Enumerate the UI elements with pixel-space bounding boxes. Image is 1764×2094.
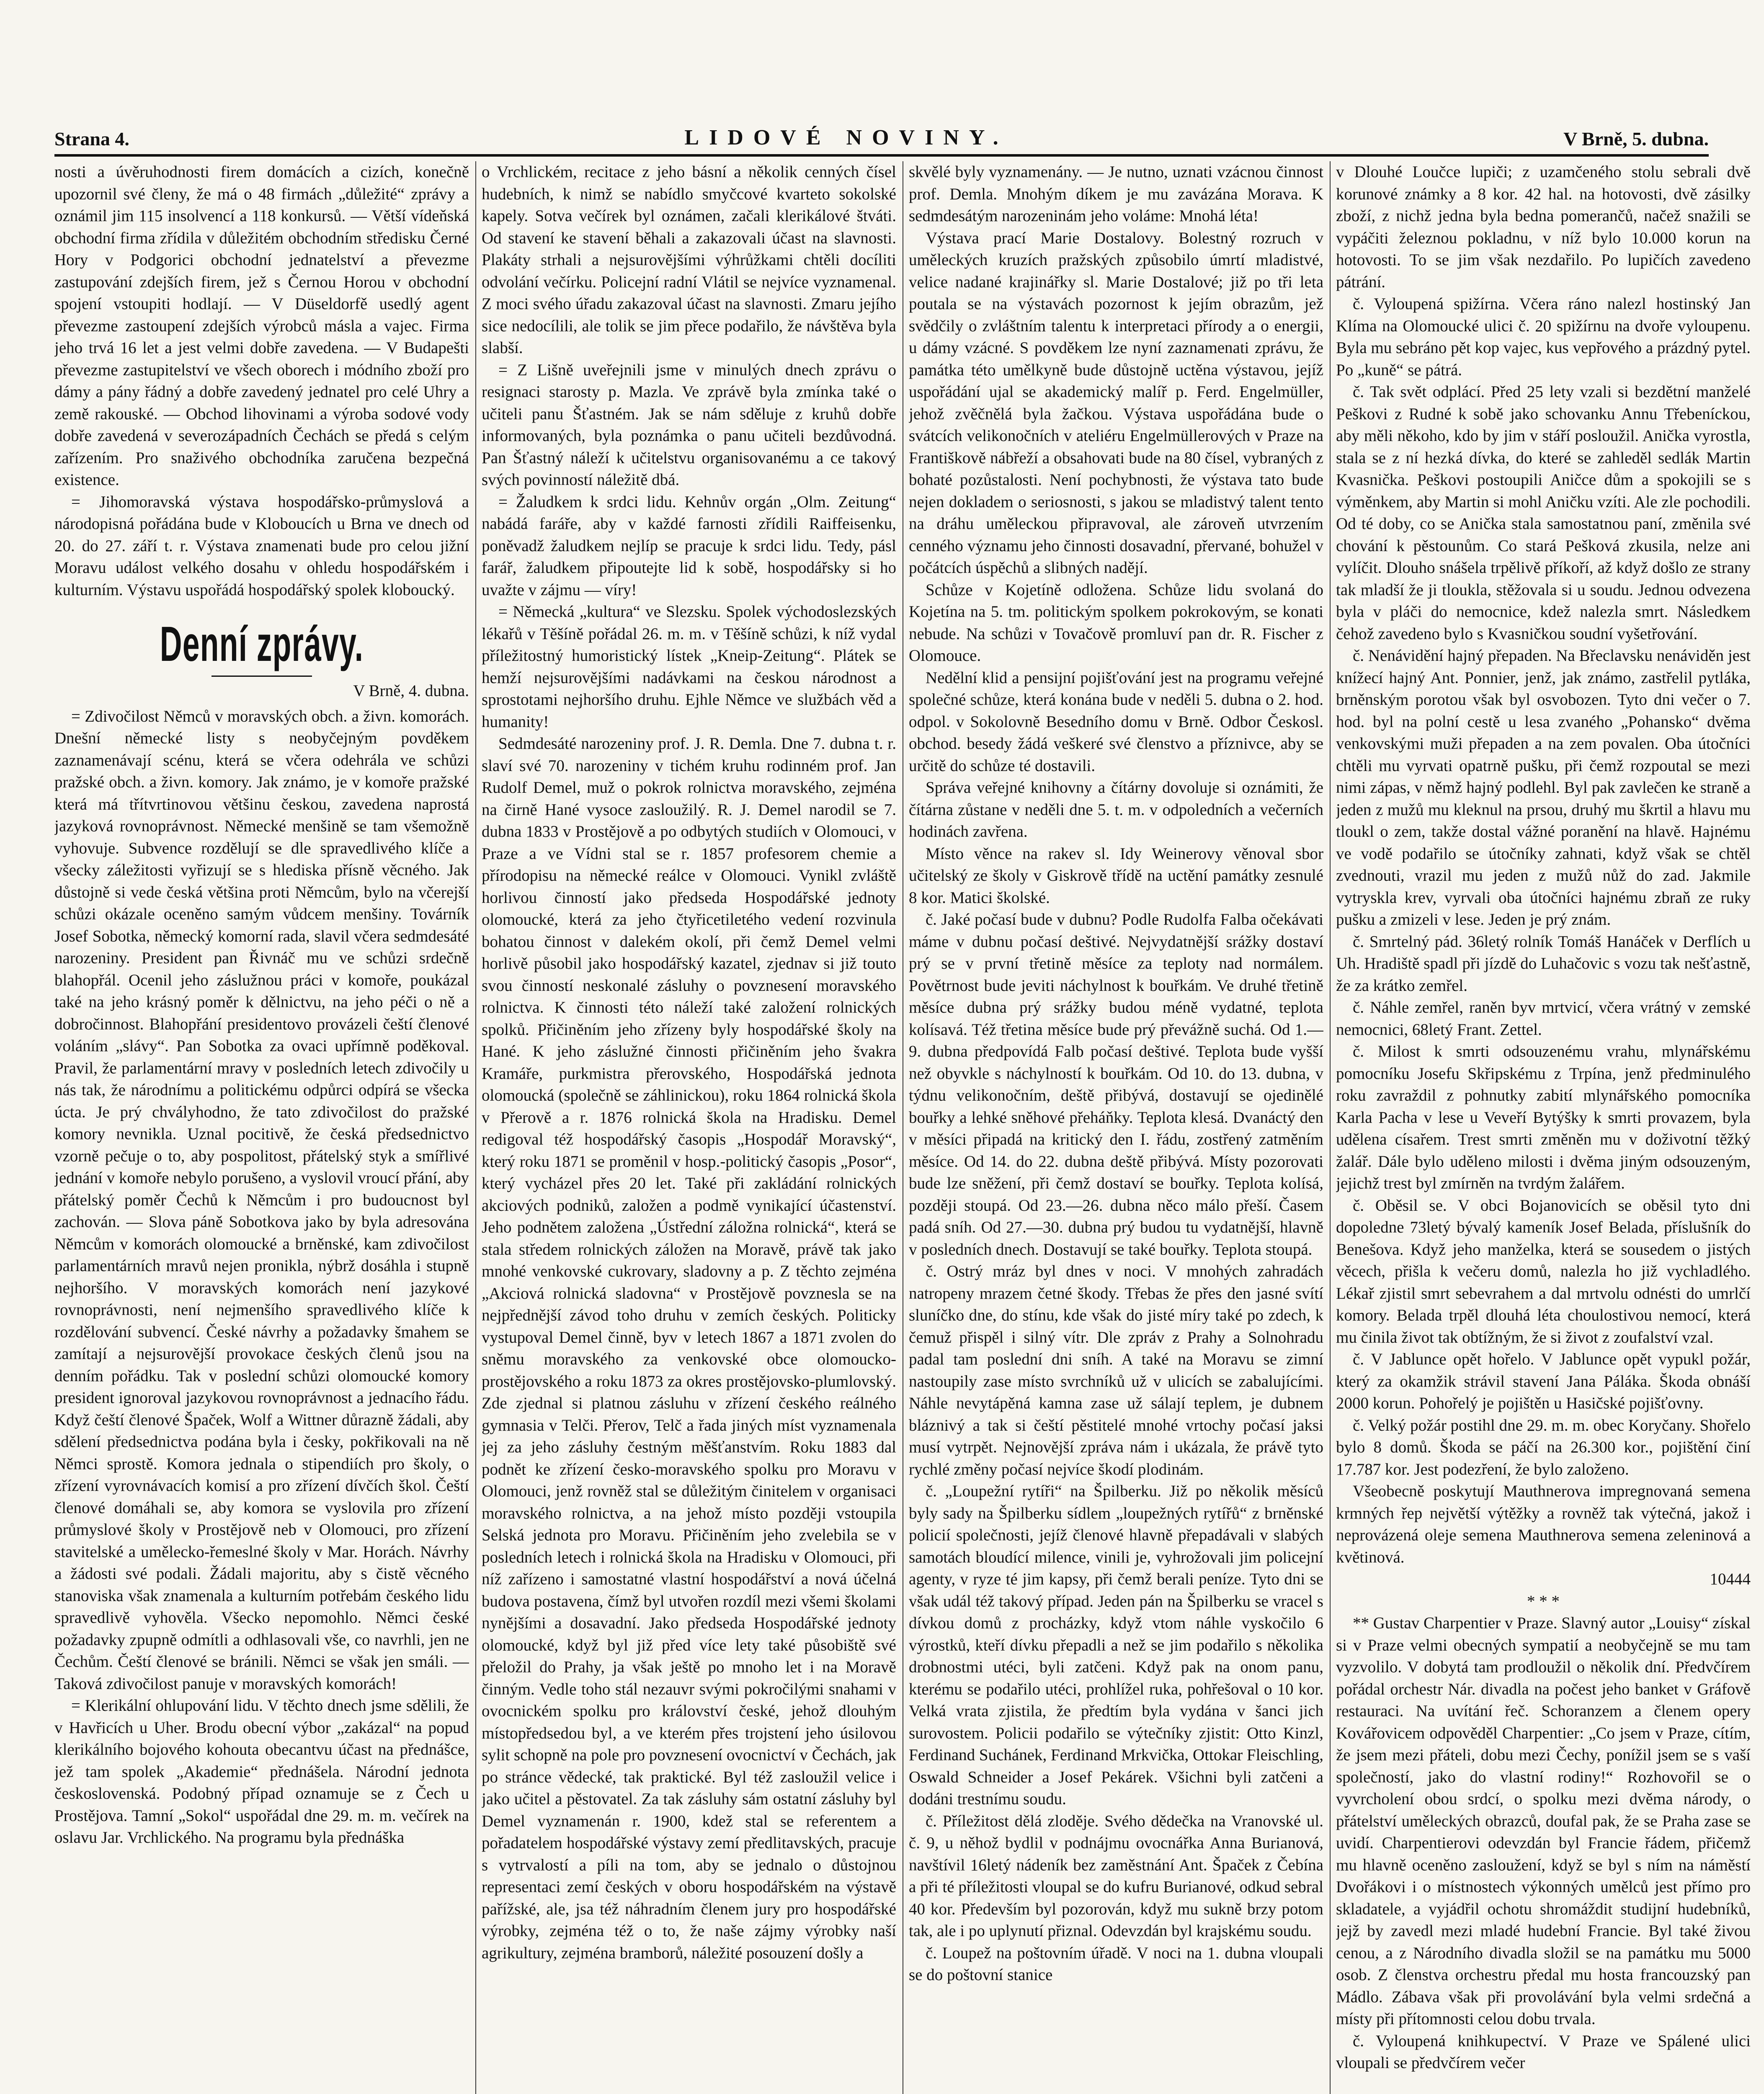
article-zaludkem-k-srdci: = Žaludkem k srdci lidu. Kehnův orgán „Olm. Zeitung“ nabádá faráře, aby v každé farnosti zřídili Raiffeisenku, poněvadž žaludkem nejlíp se pracuje k srdci lidu. Tedy, pásl farář, žaludkem připoutejte lid k sobě, hospodářsky si ho uvažte v zájmu — víry! — [482, 493, 896, 599]
article-prilezitost: č. Příležitost dělá zloděje. Svého dědečka na Vranovské ul. č. 9, u něhož bydlil v podnájmu ovocnářka Anna Burianová, navštívil 16letý nádeník bez zaměstnání Ant. Špaček z Čebína a při té příležitosti vloupal se do kufru Burianové, odkud sebral 40 kor. Především byl pozorován, když mu sukně brzy potom tak, ale i po uplynutí přiznal. Odevzdán byl krajskému soudu. — [909, 1812, 1323, 1940]
article-charpentier: ** Gustav Charpentier v Praze. Slavný autor „Louisy“ získal si v Praze velmi obecných sympatií a neobyčejně se mu tam vyzvolilo. V dobytá tam prodloužil o několik dní. Předvčírem pořádal orchestr Nár. divadla na počest jeho banket v Gráfově restauraci. Na uvítání řeč. Schoranzem a členem opery Kovářovicem odpověděl Charpentier: „Co jsem v Praze, cítím, že jsem mezi přáteli, dobu mezi Čechy, ponížil jsem se s vaší společností, jako do vlastní rodiny!“ Rozhovořil se o vyvrcholení obou srdcí, o spolku mezi dvěma národy, o přátelství uměleckých obrazců, doufal pak, že se Praha zase se uvidí. Charpentierovi odevzdán byl Francie řádem, přičemž mu hlavně oceněno zasloužení, když se byl s ním na náměstí Dvořákovi i o místnostech výkonných umělců jest přímo pro skladatele, a vyjádřil ochotu shromáždit studijní hudebníků, jejž by zavedl mezi mladé hudební Francie. Byl také živou cenou, a z Národního divadla složil se na památku mu 5000 osob. Z členstva orchestru předal mu hosta francouzský pan Mádlo. Zábava však při provolávání byla velmi srdečná a místy při přítomnosti celou dobu trvala. — [1336, 1614, 1751, 2028]
article-schuze-kojetin: Schůze v Kojetíně odložena. Schůze lidu svolaná do Kojetína na 5. tm. politickým spolkem pokrokovým, se konati nebude. Na schůzi v Tovačově promluví pan dr. R. Fischer z Olomouce. — [909, 580, 1323, 665]
article-velky-pozar: č. Velký požár postihl dne 29. m. m. obec Koryčany. Shořelo bylo 8 domů. Škoda se páčí na 26.300 kor., pojištění činí 17.787 kor. Jest podezření, že bylo založeno. — [1336, 1416, 1751, 1478]
article-tak-svet-odplaci: č. Tak svět odplácí. Před 25 lety vzali si bezdětní manželé Peškovi z Rudné k sobě jako schovanku Annu Třebeníckou, aby měli někoho, kdo by jim v stáří posloužil. Anička vyrostla, stala se z ní hezká dívka, do které se zahleděl sedlák Martin Kvasnička. Peškovi postoupili Aničce dům a spokojili se s výměnkem, aby Martin si mohl Aničku vzíti. Ale zle pochodili. Od té doby, co se Anička stala samostatnou paní, změnila své chování k pěstounům. Co stará Pešková zkusila, nelze ani vylíčit. Dlouho snášela trpělivě příkoří, až když došlo ze strany tak mladší že ji tloukla, stěžovala si u soudu. Jednou odvezena byla v pláči do nemocnice, kdež nalezla smrt. Následkem čehož zavedeno bylo s Kvasničkou soudní vyšetřování. — [1336, 383, 1751, 643]
column-1 — [54, 161, 469, 2094]
article-z-lisne: = Z Lišně uveřejnili jsme v minulých dnech zprávu o resignaci starosty p. Mazla. Ve zprávě byla zmínka také o učiteli panu Šťastném. Jak se nám sděluje z kruhů dobře informovaných, byla poznámka o panu učiteli bezdůvodná. Pan Šťastný náleží k učitelstvu organisovanému a ce takový svých povinností náležitě dbá. — [482, 361, 896, 489]
article-vyloupena-spizirna: č. Vyloupená spižírna. Včera ráno nalezl hostinský Jan Klíma na Olomoucké ulici č. 20 spižírnu na dvoře vyloupenu. Byla mu sebráno pět kop vajec, kus vepřového a prázdný pytel. Po „kuně“ se pátrá. — [1336, 295, 1751, 379]
article-smrtelny-pad: č. Smrtelný pád. 36letý rolník Tomáš Hanáček v Derflích u Uh. Hradiště spadl při jízdě do Luhačovic s vozu tak nešťastně, že za krátko zemřel. — [1336, 932, 1751, 995]
article-knihkupectvi: č. Vyloupená knihkupectví. V Praze ve Spálené ulici vloupali se předvčírem večer — [1336, 2032, 1751, 2072]
column-2 — [482, 161, 896, 2094]
article-text: skvělé byly vyznamenány. — Je nutno, uznati vzácnou činnost prof. Demla. Mnohým díkem je mu zavázána Morava. K sedmdesátým narozeninám jeho voláme: Mnohá léta! — [909, 163, 1323, 225]
article-text: nosti a úvěruhodnosti firem domácích a cizích, konečně upozornil své členy, že má o 48 firmách „důležité“ zprávy a oznámil jim 115 insolvencí a 118 konkursů. — Větší vídeňská obchodní firma zřídila v důležitém obchodním středisku Černé Hory v Podgorici obchodní jednatelství a převezme zastupování zdejších firem, jež s Černou Horou v obchodní spojení vstoupiti hodlají. — V Düseldorfě usedlý agent převezme zastoupení zdejších výrobců másla a vajec. Firma jeho trvá 16 let a jest velmi dobře zavedena. — V Budapešti převezme zastupitelství ve všech oborech i módního zboží pro dámy a pány řádný a dobře zavedený jednatel pro celé Uhry a země rakouské. — Obchod lihovinami a výroba sodové vody dobře zavedená v severozápadních Čechách se předá s celým zařízením. Pro snaživého obchodníka zaručena bezpečná existence. — [54, 163, 469, 489]
advert-mauthner: Všeobecně poskytují Mauthnerova impregnovaná semena krmných řep největší výtěžky a rovněž tak výtečná, jakož i neprovázená oleje semena Mauthnerova semena zeleninová a květinová. — [1336, 1482, 1751, 1566]
article-text: v Dlouhé Loučce lupiči; z uzamčeného stolu sebrali dvě korunové známky a 8 kor. 42 hal. na hotovosti, dvě zásilky zboží, z nichž jedna byla bedna pomerančů, načež snažili se vypáčiti železnou pokladnu, v níž bylo 10.000 korun na hotovosti. To se jim však nezdařilo. Po lupičích zavedeno pátrání. — [1336, 163, 1751, 291]
article-pocasi-duben: č. Jaké počasí bude v dubnu? Podle Rudolfa Falba očekávati máme v dubnu počasí deštivé. Nejvydatnější srážky dostaví prý se v první třetině měsíce za teploty nad normálem. Povětrnost bude jeviti náchylnost k bouřkám. Ve druhé třetině měsíce dubna prý srážky budou méně vydatné, teplota kolísavá. Též třetina měsíce bude prý převážně suchá. Od 1.—9. dubna předpovídá Falb počasí deštivé. Teplota bude vyšší než obyvkle s náchylností k bouřkám. Od 10. do 13. dubna, v týdnu velikonočním, deště přibývá, dostavují se ojedinělé bouřky a lehké sněhové přeháňky. Teplota klesá. Dvanáctý den v měsíci připadá na kritický den I. řádu, zostřený zatměním měsíce. Od 14. do 22. dubna deště přibývá. Místy pozorovati bude lze sněžení, při čemž dostaví se bouřky. Teplota kolísá, později stoupá. Od 23.—26. dubna něco málo přeší. Časem padá sníh. Od 27.—30. dubna prý budou tu vydatnější, hlavně v posledních dnech. Dostavují se také bouřky. Teplota stoupá. — [909, 910, 1323, 1258]
article-citarna: Správa veřejné knihovny a čítárny dovoluje si oznámiti, že čítárna zůstane v neděli dne 5. t. m. v odpoledních a večerních hodinách zavřena. — [909, 779, 1323, 841]
article-misto-vence: Místo věnce na rakev sl. Idy Weinerovy věnoval sbor učitelský ze školy v Giskrově třídě na uctění památky zesnulé 8 kor. Matici školské. — [909, 844, 1323, 907]
article-text: o Vrchlickém, recitace z jeho básní a několik cenných čísel hudebních, k nimž se nabídlo smyčcové kvarteto sokolské kapely. Sotva večírek byl oznámen, začali klerikálové štváti. Od stavení ke stavení běhali a zakazovali účast na slavnosti. Plakáty strhali a nejsurovějšími výhrůžkami chtěli docíliti odvolání večírku. Policejní radní Vlátil se nejvíce vyznamenal. Z moci svého úřadu zakazoval účast na slavnosti. Zmaru jejího sice nedocílili, ale tolik se jim přece podařilo, že návštěva byla slabší. — [482, 163, 896, 357]
divider-stars: * * * — [1527, 1592, 1560, 1610]
article-nemecka-kultura: = Německá „kultura“ ve Slezsku. Spolek východoslezských lékařů v Těšíně pořádal 26. m. m. v Těšíně schůzi, k níž vydal příležitostný humoristický lístek „Kneip-Zeitung“. Plátek se hemží nejsurovějšími nadávkami na českou národnost a sprostotami nejhoršího druhu. Ejhle Němce ve službách věd a humanity! — [482, 603, 896, 731]
article-ostry-mraz: č. Ostrý mráz byl dnes v noci. V mnohých zahradách natropeny mrazem četné škody. Třebas že přes den jasné svítí sluníčko dne, do stínu, kde však do jisté míry také po zdech, k čemuž přispěl i silný vítr. Dle zpráv z Prahy a Solnohradu padal tam poslední dni sníh. A také na Moravu se zimní nastoupily zase místo svrchníků už v ulicích se zabalujícími. Náhle nevytápěná kamna zase už sálají teplem, je dubnem bláznivý a tak si čeští pěstitelé mnohé vrtochy počasí jaksi musí vytrpět. Nejnovější zpráva nám i ukázala, že právě tyto rychlé změny počasí nejvíce škodí plodinám. — [909, 1262, 1323, 1478]
article-zdivocilost-nemcu: = Zdivočilost Němců v moravských obch. a živn. komorách. Dnešní německé listy s neobyčejným povděkem zaznamenávají scénu, která se včera odehrála ve schůzi pražské obch. a živn. komory. Jak známo, je v komoře pražské která má třítvrtinovou většinu českou, zavedena naprostá jazyková rovnoprávnost. Německé menšině se tam všemožně vyhovuje. Subvence rozdělují se dle spravedlivého klíče a všecky záležitosti vyřizují se s hlediska přísně věcného. Jak důstojně si vede česká většina proti Němcům, bylo na včerejší schůzi okázale oceněno samým vůdcem menšiny. Továrník Josef Sobotka, německý komorní rada, slavil včera sedmdesáté narozeniny. President pan Řivnáč mu ve schůzi srdečně blahopřál. Ocenil jeho záslužnou práci v komoře, poukázal také na jeho krásný poměr k dělnictvu, na jeho péči o ně a dobročinnost. Blahopřání presidentovo provázeli čeští členové voláním „slávy“. Pan Sobotka za ovaci upřímně poděkoval. Pravil, že parlamentární mravy v posledních letech zdivočily u nás tak, že národnímu a politickému odpůrci odpírá se všecka úcta. Je prý chvályhodno, že tato zdivočilost do pražské komory nevnikla. Uznal pocitivě, že česká předsednictvo vzorně pečuje o to, aby pospolitost, přátelský styk a smířlivé jednání v komoře nebylo porušeno, a vyslovil vroucí přání, aby přátelský poměr Čechů k Němcům i pro budoucnost byl zachován. — Slova páně Sobotkova jako by byla adresována Němcům v komorách olomoucké a brněnské, kam zdivočilost parlamentárních mravů nejen pronikla, nýbrž dosáhla i stupně nejhoršího. V moravských komorách není jazykové rovnoprávnosti, není nejmenšího spravedlivého klíče k rozdělování subvencí. České návrhy a požadavky šmahem se zamítají a nejsurovější provokace českých členů jsou na denním pořádku. Tak v poslední schůzi olomoucké komory president ignoroval jazykovou rovnoprávnost a jednacího řádu. Když čeští členové Špaček, Wolf a Wittner důrazně žádali, aby sdělení předsednictva podána byla i česky, pokřikovali na ně Němci sprostě. Komora jednala o stipendiích pro školy, o zřízení vyrovnávacích komisí a pro zřízení dívčích škol. Čeští členové domáhali se, aby komora se vyslovila pro zřízení průmyslové školy v Prostějově neb v Olomouci, pro zřízení stavitelské a umělecko-řemeslné školy v Mar. Horách. Návrhy a žádosti své podali. Žádali majoritu, aby s čistě věcného stanoviska však znamenala a kulturním potřebám českého lidu spravedlivě vyhověla. Všecko nepomohlo. Němci české požadavky zpupně odmítli a odhlasovali vše, co navrhli, jen ne Čechům. Čeští členové se bránili. Němci se však jen smáli. — Taková zdivočilost panuje v moravských komorách! — [54, 707, 469, 1693]
article-loupezni-ritiri: č. „Loupežní rytíři“ na Špilberku. Již po několik měsíců byly sady na Špilberku sídlem „loupežných rytířů“ z brněnské policií společnosti, jejíž členové hlavně přepadávali v slabých samotách bloudící milence, vinili je, vyhrožovali jim policejní agenty, v ryze té jim kapsy, při čemž berali peníze. Tyto dni se však udál též takový případ. Jeden pán na Špilberku se vracel s dívkou domů z procházky, když vtom náhle vyskočilo 6 výrostků, kteří dívku přepadli a než se jim podařilo s několika drobnostmi utéci, byli zatčeni. Když pak na onom panu, kterému se podařilo utéci, prohlížel ruka, pohřešoval o 10 kor. Velká vrata zjistila, že předtím byla vydána v šanci jich surovostem. Policii podařilo se výtečníky zjistit: Otto Kinzl, Ferdinand Suchánek, Ferdinand Mrkvička, Ottokar Fleischling, Oswald Schneider a Josef Pekárek. Všichni byli zatčeni a dodáni trestnímu soudu. — [909, 1482, 1323, 1808]
advert-number: 10444 — [1710, 1570, 1751, 1588]
article-jihomoravska-vystava: = Jihomoravská výstava hospodářsko-průmyslová a národopisná pořádána bude v Kloboucích u Brna ve dnech od 20. do 27. září t. r. Výstava znamenati bude pro celou jižní Moravu událost velkého dosahu v ohledu hospodářském i kulturním. Výstavu uspořádá hospodářský spolek kloboucký. — [54, 493, 469, 599]
column-4 — [1336, 161, 1751, 2094]
issue-date: V Brně, 5. dubna. — [1563, 128, 1709, 150]
article-vystava-dostalove: Výstava prací Marie Dostalovy. Bolestný rozruch v uměleckých kruzích pražských způsobilo úmrtí mladistvé, velice nadané krajinářky sl. Marie Dostalové; již po tři leta poutala se na výstavách pozornost k jejím obrazům, jež svědčily o zvláštním talentu k interpretaci přírody a o energii, u dámy vzácné. S povděkem lze nyní zaznamenati zprávu, že památka této umělkyně bude důstojně uctěna výstavou, jejíž uspořádání ujal se akademický malíř p. Ferd. Engelmüller, jehož zvěčnělá byla žačkou. Výstava uspořádána bude o svátcích velikonočních v ateliéru Engelmüllerových v Praze na Františkově nábřeží a obsahovati bude na 80 čísel, vybraných z bohaté pozůstalosti. Není pochybnosti, že výstava tato bude nejen dokladem o seriosnosti, s jakou se mladistvý talent tento na dráhu uměleckou připravoval, ale zároveň utvrzením cenného významu jeho činnosti dosavadní, přervané, bohužel v počátcích úspěchů a slibných nadějí. — [909, 229, 1323, 577]
section-title-denni-zpravy: Denní zprávy. — [160, 616, 364, 672]
masthead-title: LIDOVÉ NOVINY. — [684, 126, 1008, 150]
section-title-rule — [211, 676, 312, 677]
article-nahle-zemrel: č. Náhle zemřel, raněn byv mrtvicí, včera vrátný v zemské nemocnici, 68letý Frant. Zettel. — [1336, 998, 1751, 1039]
article-nedelni-klid: Nedělní klid a pensijní pojišťování jest na programu veřejné společné schůze, která konána bude v neděli 5. dubna o 2. hod. odpol. v Sokolovně Besedního domu v Brně. Odbor Českosl. obchod. besedy žádá veškeré své členstvo a příznivce, aby se určitě do schůze té dostavili. — [909, 668, 1323, 775]
column-divider — [475, 161, 476, 2094]
article-loupez-posta: č. Loupež na poštovním úřadě. V noci na 1. dubna vloupali se do poštovní stanice — [909, 1944, 1323, 1984]
article-klerikalni-ohlupovani: = Klerikální ohlupování lidu. V těchto dnech jsme sdělili, že v Havřicích u Uher. Brodu obecní výbor „zakázal“ na popud klerikálního bojového kohouta obecantvu účast na přednášce, jež tam spolek „Akademie“ přednášela. Národní jednota československá. Podobný případ oznamuje se z Čech u Prostějova. Tamní „Sokol“ uspořádal dne 29. m. m. večírek na oslavu Jar. Vrchlického. Na programu byla přednáška — [54, 1697, 469, 1846]
dateline: V Brně, 4. dubna. — [353, 682, 469, 700]
article-obesil-se: č. Oběsil se. V obci Bojanovicích se oběsil tyto dni dopoledne 73letý bývalý kameník Josef Belada, příslušník do Benešova. Když jeho manželka, která se sousedem o jistých věcech, přišla k večeru domů, nalezla ho již vychladlého. Lékař zjistil smrt sebevrahem a dal mrtvolu odnésti do umrlčí komory. Belada trpěl dlouhá léta choulostivou nemocí, která mu činila život tak obtížným, že si život z zoufalství vzal. — [1336, 1196, 1751, 1346]
article-milost: č. Milost k smrti odsouzenému vrahu, mlynářskému pomocníku Josefu Skřipskému z Trpína, jenž předminulého roku zavraždil z pohnutky zabití mlynářského pomocníka Karla Pacha v lese u Veveří Bytýšky k smrti provazem, byla udělena císařem. Trest smrti změněn mu v doživotní těžký žalář. Dále bylo uděleno milosti i dvěma jiným odsouzeným, jejichž trest byl zmírněn na tvrdým žalářem. — [1336, 1042, 1751, 1192]
article-hajny-prepaden: č. Nenávidění hajný přepaden. Na Břeclavsku nenáviděn jest knížecí hajný Ant. Ponnier, jenž, jak známo, zastřelil pytláka, brněnským porotou však byl osvobozen. Tyto dni večer o 7. hod. byl na polní cestě u lesa zvaného „Pohansko“ dvěma venkovskými muži přepaden a na zem povalen. Oba útočníci chtěli mu vyrvati opatrně pušku, při čemž rozpoutal se mezi nimi zápas, v němž hajný podlehl. Byl pak zavlečen ke straně a jeden z mužů mu kleknul na prsou, druhý mu škrtil a hlavu mu tloukl o zem, takže dostal vážné poranění na hlavě. Hajnému ve vodě podařilo se útočníky zahnati, když však se chtěl zvednouti, vrazil mu jeden z mužů nůž do zad. Jakmile vytryskla krev, vyrvali oba útočníci hajnému zbraň ze ruky pušku a zmizeli v lese. Jeden je prý znám. — [1336, 647, 1751, 928]
header-rule — [54, 154, 1709, 157]
page-number: Strana 4. — [54, 128, 129, 150]
column-divider — [1330, 161, 1331, 2094]
page-header — [54, 112, 1709, 150]
article-demel-narozeniny: Sedmdesáté narozeniny prof. J. R. Demla. Dne 7. dubna t. r. slaví své 70. narozeniny v tichém kruhu rodinném prof. Jan Rudolf Demel, muž o pokrok rolnictva moravského, zejména na čirně Hané vysoce zasloužilý. R. J. Demel narodil se 7. dubna 1833 v Prostějově a po odbytých studiích v Olomouci, v Praze a ve Vídni stal se r. 1857 profesorem chemie a přírodopisu na německé reálce v Olomouci. Vynikl zvláště horlivou činností jako předseda Hospodářské jednoty olomoucké, která za jeho čtyřicetiletého vedení rozvinula bohatou činnost v dalekém okolí, při čemž Demel velmi horlivě působil jako hospodářský kazatel, zjednav si již touto svou činností neskonalé zásluhy o povznesení moravského rolnictva. K činnosti této náleží také založení rolnických spolků. Přičiněním jeho zřízeny byly hospodářské školy na Hané. K jeho záslužné činnosti přičiněním jeho švakra Kramáře, purkmistra přerovského, Hospodářská jednota olomoucká (společně se záhlinickou), roku 1864 rolnická škola v Přerově a r. 1876 rolnická škola na Hradisku. Demel redigoval též hospodářský časopis „Hospodář Moravský“, který roku 1871 se proměnil v hosp.-politický časopis „Posor“, který vycházel přes 20 let. Také při zakládání rolnických akciových podniků, založen a podmě vynikající účastenství. Jeho podnětem založena „Ústřední záložna rolnická“, která se stala středem rolnických záložen na Moravě, právě tak jako mnohé venkovské cukrovary, sladovny a p. Z těchto zejména „Akciová rolnická sladovna“ v Prostějově povznesla se na nejpřednější závod toho druhu v zemích českých. Politicky vystupoval Demel činně, byv v letech 1867 a 1871 zvolen do sněmu moravského za venkovské obce olomoucko-prostějovského a roku 1873 za okres prostějovsko-plumlovský. Zde zjednal si platnou zásluhu v zřízení českého reálného gymnasia v Telči. Přerov, Telč a řada jiných míst vyznamenala jej za jeho zásluhy čestným měšťanstvím. Roku 1883 dal podnět ke zřízení česko-moravského spolku pro Moravu v Olomouci, jenž rovněž stal se důležitým činitelem v organisaci moravského rolnictva, a na jehož místo později vstoupila Selská jednota pro Moravu. Přičiněním jeho zvelebila se v posledních letech i rolnická škola na Hradisku v Olomouci, při níž zařízeno i samostatné vlastní hospodářství a nová účelná budova postavena, čímž byl utvořen rozdíl mezi všemi školami nynějšími a dosavadní. Jako předseda Hospodářské jednoty olomoucké, když byl již před více lety také působiště své přeložil do Prahy, ja však ještě po mnoho let i na Moravě činným. Vedle toho stál nezauvr svými pokročilými snahami v ovocnickém spolku pro království české, jehož dlouhým místopředsedou byl, a ve kterém přes trojstení jeho úsilovou sylit schopně na pole pro povznesení ovocnictví v Čechách, jak po stránce vědecké, tak praktické. Byl též zasloužil velice i jako učitel a pěstovatel. Za tak zásluhy sám ostatní zásluhy byl Demel vyznamenán r. 1900, kdež stal se referentem a pořadatelem hospodářské výstavy zemí předlitavských, pracuje s vytrvalostí a píli na tom, aby se jednalo o důstojnou representaci zemí českých v oboru hospodářském na výstavě pařížské, ale, jsa též náhradním členem jury pro hospodářské výrobky, zejména též o to, že naše zájmy výrobky naší agrikultury, zejména bramborů, náležité posouzení došly a — [482, 735, 896, 1962]
article-jablunka: č. V Jablunce opět hořelo. V Jablunce opět vypukl požár, který za okamžik strávil stavení Jana Páláka. Škoda obnáší 2000 korun. Pohořelý je pojištěn u Hasičské pojišťovny. — [1336, 1350, 1751, 1412]
column-3 — [909, 161, 1323, 2094]
